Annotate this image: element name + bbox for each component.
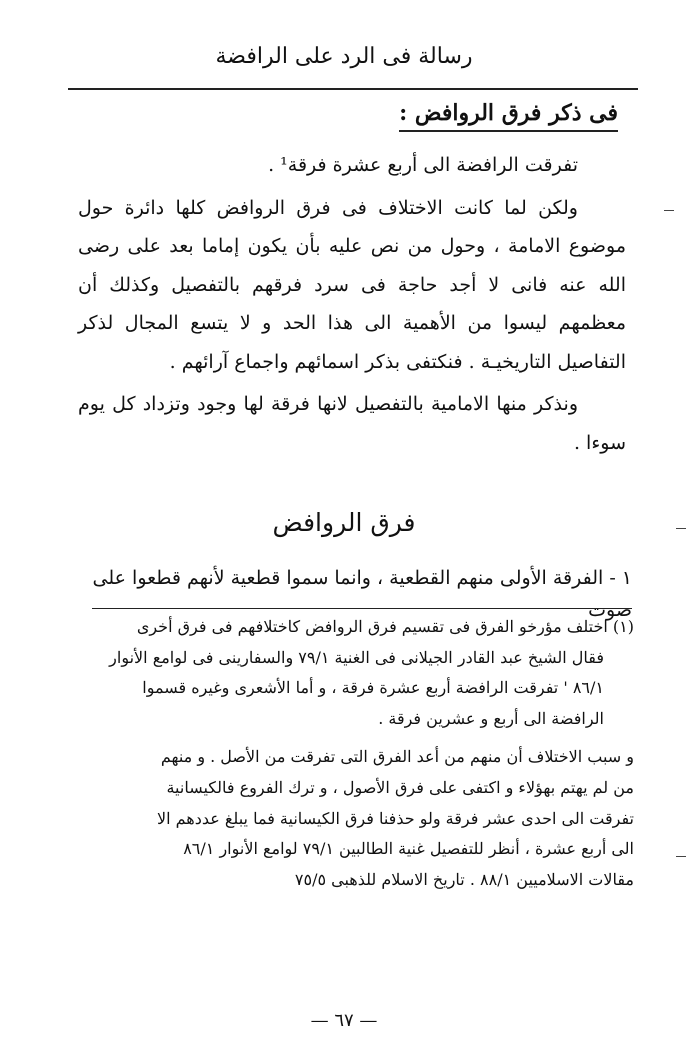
footnote-line: فقال الشيخ عبد القادر الجيلانى فى الغنية ٧٩/١ والسفارينى فى لوامع الأنوار bbox=[109, 647, 604, 667]
footnote-line: و سبب الاختلاف أن منهم من أعد الفرق التى تفرقت من الأصل . و منهم bbox=[160, 747, 634, 767]
footnote-line: الرافضة الى أربع و عشرين فرقة . bbox=[378, 708, 604, 728]
footnote-rule bbox=[92, 608, 632, 609]
footnotes bbox=[100, 612, 634, 895]
footnote-line: (١) اختلف مؤرخو الفرق فى تقسيم فرق الروافض كاختلافهم فى فرق أخرى bbox=[136, 617, 634, 636]
body-text bbox=[78, 146, 626, 462]
page-number: — ٦٧ — bbox=[310, 1010, 378, 1031]
body-paragraph: تفرقت الرافضة الى أربع عشرة فرقة¹ . bbox=[268, 154, 578, 176]
footnote-line: مقالات الاسلاميين ٨٨/١ . تاريخ الاسلام للذهبى ٧٥/٥ bbox=[294, 869, 634, 889]
margin-mark bbox=[664, 210, 674, 211]
footnote-line: ٨٦/١ ' تفرقت الرافضة أربع عشرة فرقة ، و أما الأشعرى وغيره قسموا bbox=[142, 678, 604, 698]
section-title: فرق الروافض bbox=[272, 508, 416, 537]
margin-mark bbox=[676, 856, 686, 857]
footnote-line: من لم يهتم بهؤلاء و اكتفى على فرق الأصول ، و ترك الفروع فالكيسانية bbox=[166, 777, 634, 797]
section-heading: فى ذكر فرق الروافض : bbox=[399, 100, 618, 132]
margin-mark bbox=[676, 528, 686, 529]
running-header: رسالة فى الرد على الرافضة bbox=[215, 44, 473, 69]
body-paragraph: ولكن لما كانت الاختلاف فى فرق الروافض كلها دائرة حول موضوع الامامة ، وحول من نص عليه بأن يكون إماما بعد على رضى الله عنه فانى لا أجد حاجة فى سرد فرقهم بالتفصيل وكذلك أن معظمهم ليسوا من الأهمية الى هذا الحد و لا يتسع المجال لذكر التفاصيل التاريخيـة . فنكتفى بذكر اسمائهم واجماع آرائهم . bbox=[78, 196, 626, 373]
footnote-line: الى أربع عشرة ، أنظر للتفصيل غنية الطالبين ٧٩/١ لوامع الأنوار ٨٦/١ bbox=[183, 839, 634, 859]
footnote-line: تفرقت الى احدى عشر فرقة ولو حذفنا فرق الكيسانية فما يبلغ عددهم الا bbox=[156, 808, 634, 828]
header-rule bbox=[68, 88, 638, 90]
numbered-item: ١ - الفرقة الأولى منهم القطعية ، وانما سموا قطعية لأنهم قطعوا على صوت bbox=[92, 567, 632, 621]
body-paragraph: ونذكر منها الامامية بالتفصيل لانها فرقة لها وجود وتزداد كل يوم سوءا . bbox=[78, 393, 626, 454]
